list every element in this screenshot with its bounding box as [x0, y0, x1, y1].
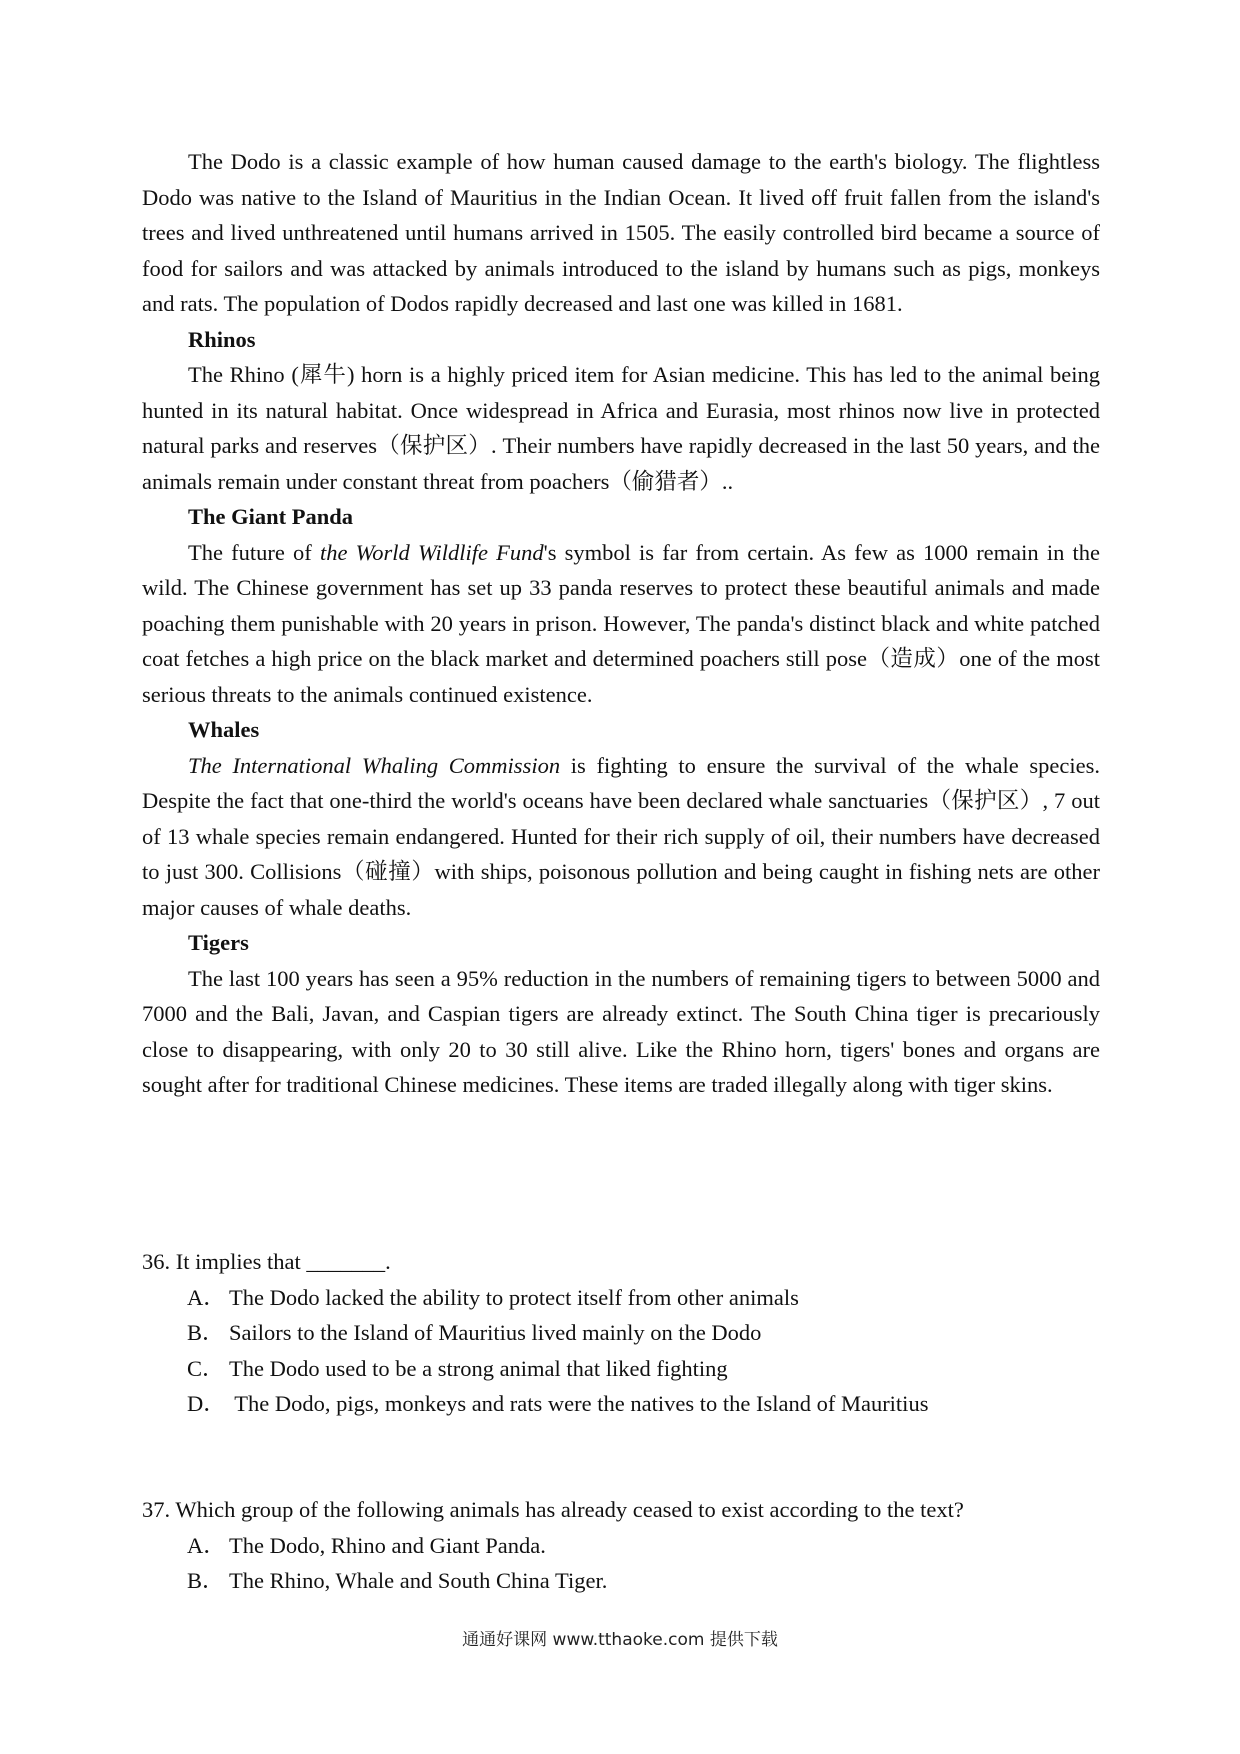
- option-text: The Dodo used to be a strong animal that liked fighting: [229, 1355, 728, 1381]
- rhinos-paragraph: The Rhino (犀牛) horn is a highly priced item for Asian medicine. This has led to the animal being hunted in its natural habitat. Once widespread in Africa and Eurasia, most rhinos now live in protected natural parks and reserves（保护区）. Their numbers have rapidly decreased in the last 50 years, and the animals remain under constant threat from poachers（偷猎者）..: [142, 362, 1100, 494]
- option-b: [142, 1563, 1100, 1599]
- option-text: Sailors to the Island of Mauritius lived mainly on the Dodo: [229, 1320, 762, 1345]
- option-letter: B．: [187, 1568, 225, 1593]
- option-b: [142, 1315, 1100, 1351]
- rhinos-heading: Rhinos: [188, 326, 256, 352]
- whales-heading: Whales: [188, 717, 260, 742]
- option-text: The Rhino, Whale and South China Tiger.: [229, 1568, 608, 1593]
- option-letter: D．: [187, 1391, 226, 1416]
- question-stem: 37. Which group of the following animals has already ceased to exist according to the text?: [142, 1497, 964, 1522]
- whales-paragraph: [142, 748, 1100, 926]
- panda-paragraph: [142, 535, 1100, 713]
- iwc-name: The International Whaling Commission: [188, 752, 561, 778]
- question-36: [142, 1244, 1100, 1422]
- option-text: The Dodo, Rhino and Giant Panda.: [229, 1532, 546, 1558]
- panda-text-rest: 's symbol is far from certain. As few as 1000 remain in the wild. The Chinese government has set up 33 panda reserves to protect these beautiful animals and made poaching them punishable with 20 years in prison. However, The panda's distinct black and white patched coat fetches a high price on the black market and determined poachers still pose（造成）one of the most serious threats to the animals continued existence.: [142, 539, 1100, 707]
- whales-text-rest: is fighting to ensure the survival of the whale species. Despite the fact that one-third the world's oceans have been declared whale sanctuaries（保护区）, 7 out of 13 whale species remain endangered. Hunted for their rich supply of oil, their numbers have decreased to just 300. Collisions（碰撞）with ships, poisonous pollution and being caught in fishing nets are other major causes of whale deaths.: [142, 752, 1100, 920]
- option-letter: A．: [187, 1532, 226, 1558]
- page-footer: 通通好课网 www.tthaoke.com 提供下载: [462, 1630, 778, 1650]
- option-a: [142, 1528, 1100, 1564]
- wwf-name: the World Wildlife Fund: [319, 539, 544, 565]
- option-letter: B．: [187, 1320, 225, 1345]
- panda-text-start: The future of: [188, 539, 320, 565]
- option-d: [142, 1386, 1100, 1422]
- option-text: The Dodo, pigs, monkeys and rats were the natives to the Island of Mauritius: [229, 1391, 929, 1416]
- option-c: [142, 1351, 1100, 1387]
- option-a: [142, 1280, 1100, 1316]
- option-letter: A．: [187, 1284, 226, 1310]
- reading-passage: [142, 144, 1100, 1103]
- tigers-paragraph: The last 100 years has seen a 95% reduction in the numbers of remaining tigers to between 5000 and 7000 and the Bali, Javan, and Caspian tigers are already extinct. The South China tiger is precariously close to disappearing, with only 20 to 30 still alive. Like the Rhino horn, tigers' bones and organs are sought after for traditional Chinese medicines. These items are traded illegally along with tiger skins.: [142, 965, 1100, 1097]
- dodo-paragraph: The Dodo is a classic example of how human caused damage to the earth's biology. The flightless Dodo was native to the Island of Mauritius in the Indian Ocean. It lived off fruit fallen from the island's trees and lived unthreatened until humans arrived in 1505. The easily controlled bird became a source of food for sailors and was attacked by animals introduced to the island by humans such as pigs, monkeys and rats. The population of Dodos rapidly decreased and last one was killed in 1681.: [142, 149, 1100, 316]
- panda-heading: The Giant Panda: [188, 504, 354, 529]
- tigers-heading: Tigers: [188, 930, 249, 955]
- option-text: The Dodo lacked the ability to protect itself from other animals: [229, 1284, 799, 1310]
- question-37: [142, 1492, 1100, 1599]
- option-letter: C．: [187, 1355, 225, 1381]
- question-stem: 36. It implies that _______.: [142, 1249, 391, 1274]
